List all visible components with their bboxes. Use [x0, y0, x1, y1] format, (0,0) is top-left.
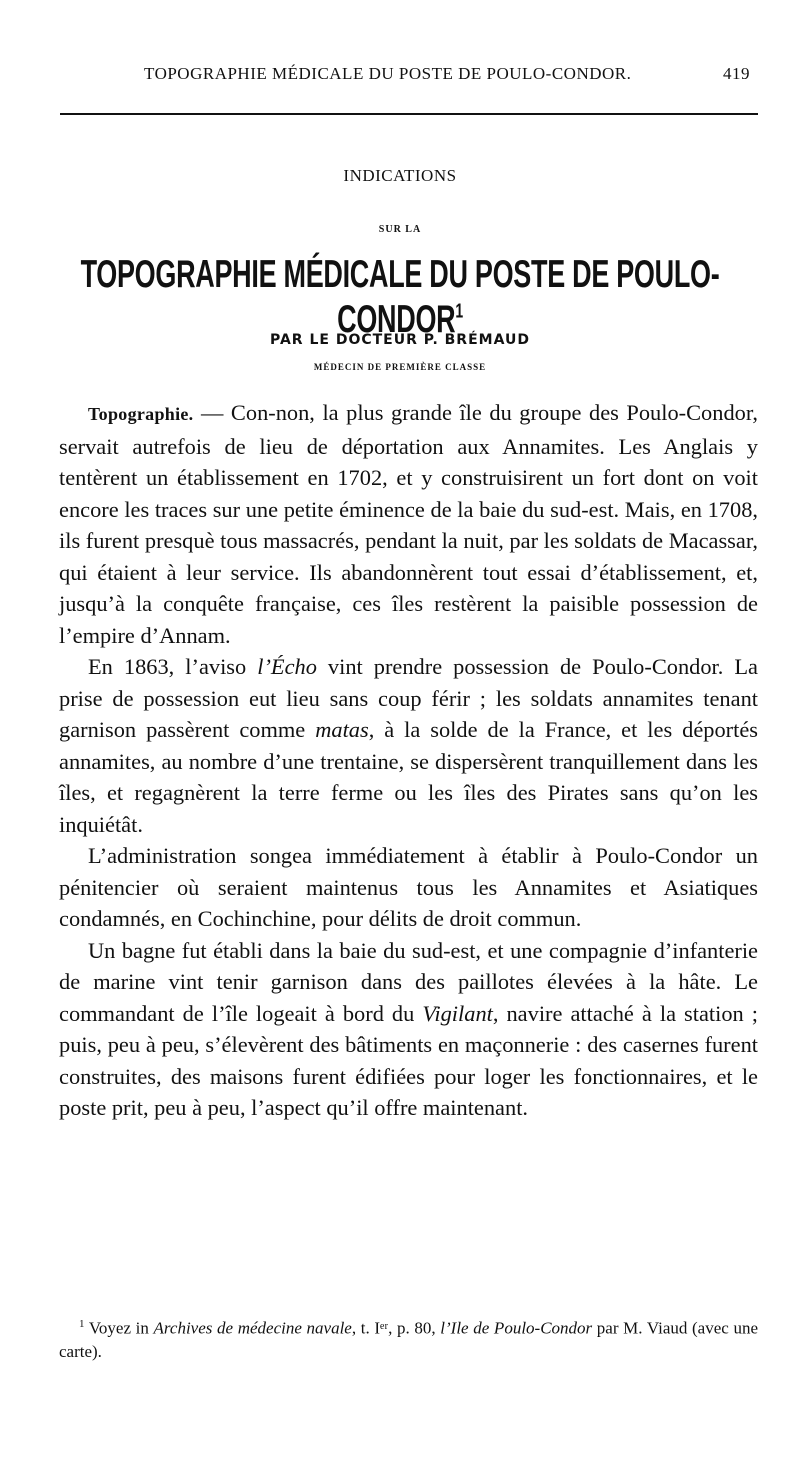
- article-title: [30, 252, 770, 342]
- paragraph-1863: [59, 651, 758, 840]
- footnote-text: par M. Viaud (avec une carte).: [59, 1318, 759, 1361]
- footnote-paragraph: [59, 1313, 758, 1363]
- ship-name: l’Écho: [257, 654, 317, 679]
- ship-name: Vigilant: [422, 1000, 493, 1026]
- header-rule: [60, 113, 758, 115]
- paragraph-bagne: [59, 935, 758, 1124]
- footnote-journal: Archives de médecine navale: [153, 1318, 352, 1338]
- article-title-text: TOPOGRAPHIE MÉDICALE DU POSTE DE POULO-CONDOR: [80, 252, 720, 341]
- footnote-mark: 1: [79, 1318, 85, 1330]
- footnote-text: Voyez in: [84, 1318, 154, 1338]
- title-footnote-mark: 1: [455, 298, 463, 322]
- page-number: 419: [723, 64, 750, 83]
- paragraph-administration: L’administration songea immédiatement à établir à Poulo-Condor un pénitencier où seraient maintenus tous les Annamites et Asiatiques condamnés, en Cochinchine, pour délits de droit commun.: [59, 843, 758, 931]
- section-lead: Topographie.: [88, 404, 194, 424]
- running-title: TOPOGRAPHIE MÉDICALE DU POSTE DE POULO-CONDOR.: [144, 64, 632, 83]
- paragraph-text: — Con-non, la plus grande île du groupe des Poulo-Condor, servait autrefois de lieu de déportation aux Annamites. Les Anglais y tentèrent un établissement en 1702, et y construisirent un fort dont on voit encore les traces sur une petite éminence de la baie du sud-est. Mais, en 1708, ils furent presquè tous massacrés, pendant la nuit, par les soldats de Macassar, qui étaient à leur service. Ils abandonnèrent tout essai d’établissement, et, jusqu’à la conquête française, ces îles restèrent la paisible possession de l’empire d’Annam.: [59, 400, 758, 648]
- indications-heading: INDICATIONS: [343, 166, 457, 185]
- paragraph-topographie: [59, 397, 758, 651]
- paragraph-text: , à la solde de la France, et les déportés annamites, au nombre d’une trentaine, se dispersèrent tranquillement dans les îles, et regagnèrent la terre ferme ou les îles des Pirates sans qu’on les inquiétât.: [59, 717, 758, 837]
- sur-la-line: SUR LA: [378, 224, 422, 235]
- author-rank: MÉDECIN DE PREMIÈRE CLASSE: [313, 362, 487, 372]
- paragraph-text: vint prendre possession de Poulo-Condor. La prise de possession eut lieu sans coup férir ; les soldats annamites tenant garnison passèrent comme: [59, 654, 758, 742]
- paragraph-text: Un bagne fut établi dans la baie du sud-est, et une compagnie d’infanterie de marine vint tenir garnison dans des paillotes élevées à la hâte. Le commandant de l’île logeait à bord du: [59, 937, 758, 1026]
- body-text: [59, 397, 758, 1124]
- author-line: PAR LE DOCTEUR P. BRÉMAUD: [270, 332, 530, 348]
- paragraph-text: , navire attaché à la station ; puis, peu à peu, s’élevèrent des bâtiments en maçonnerie : des casernes furent construites, des maisons furent édifiées pour loger les fonctionnaires, et le poste prit, peu à peu, l’aspect qu’il offre maintenant.: [59, 1000, 759, 1120]
- running-head: [60, 58, 760, 92]
- italic-term: matas: [315, 717, 369, 742]
- footnote-text: , t. Iᵉʳ, p. 80,: [351, 1318, 441, 1338]
- footnote-work: l’Ile de Poulo-Condor: [440, 1318, 593, 1338]
- paragraph-text: En 1863, l’aviso: [88, 654, 258, 679]
- footnote: [59, 1313, 758, 1363]
